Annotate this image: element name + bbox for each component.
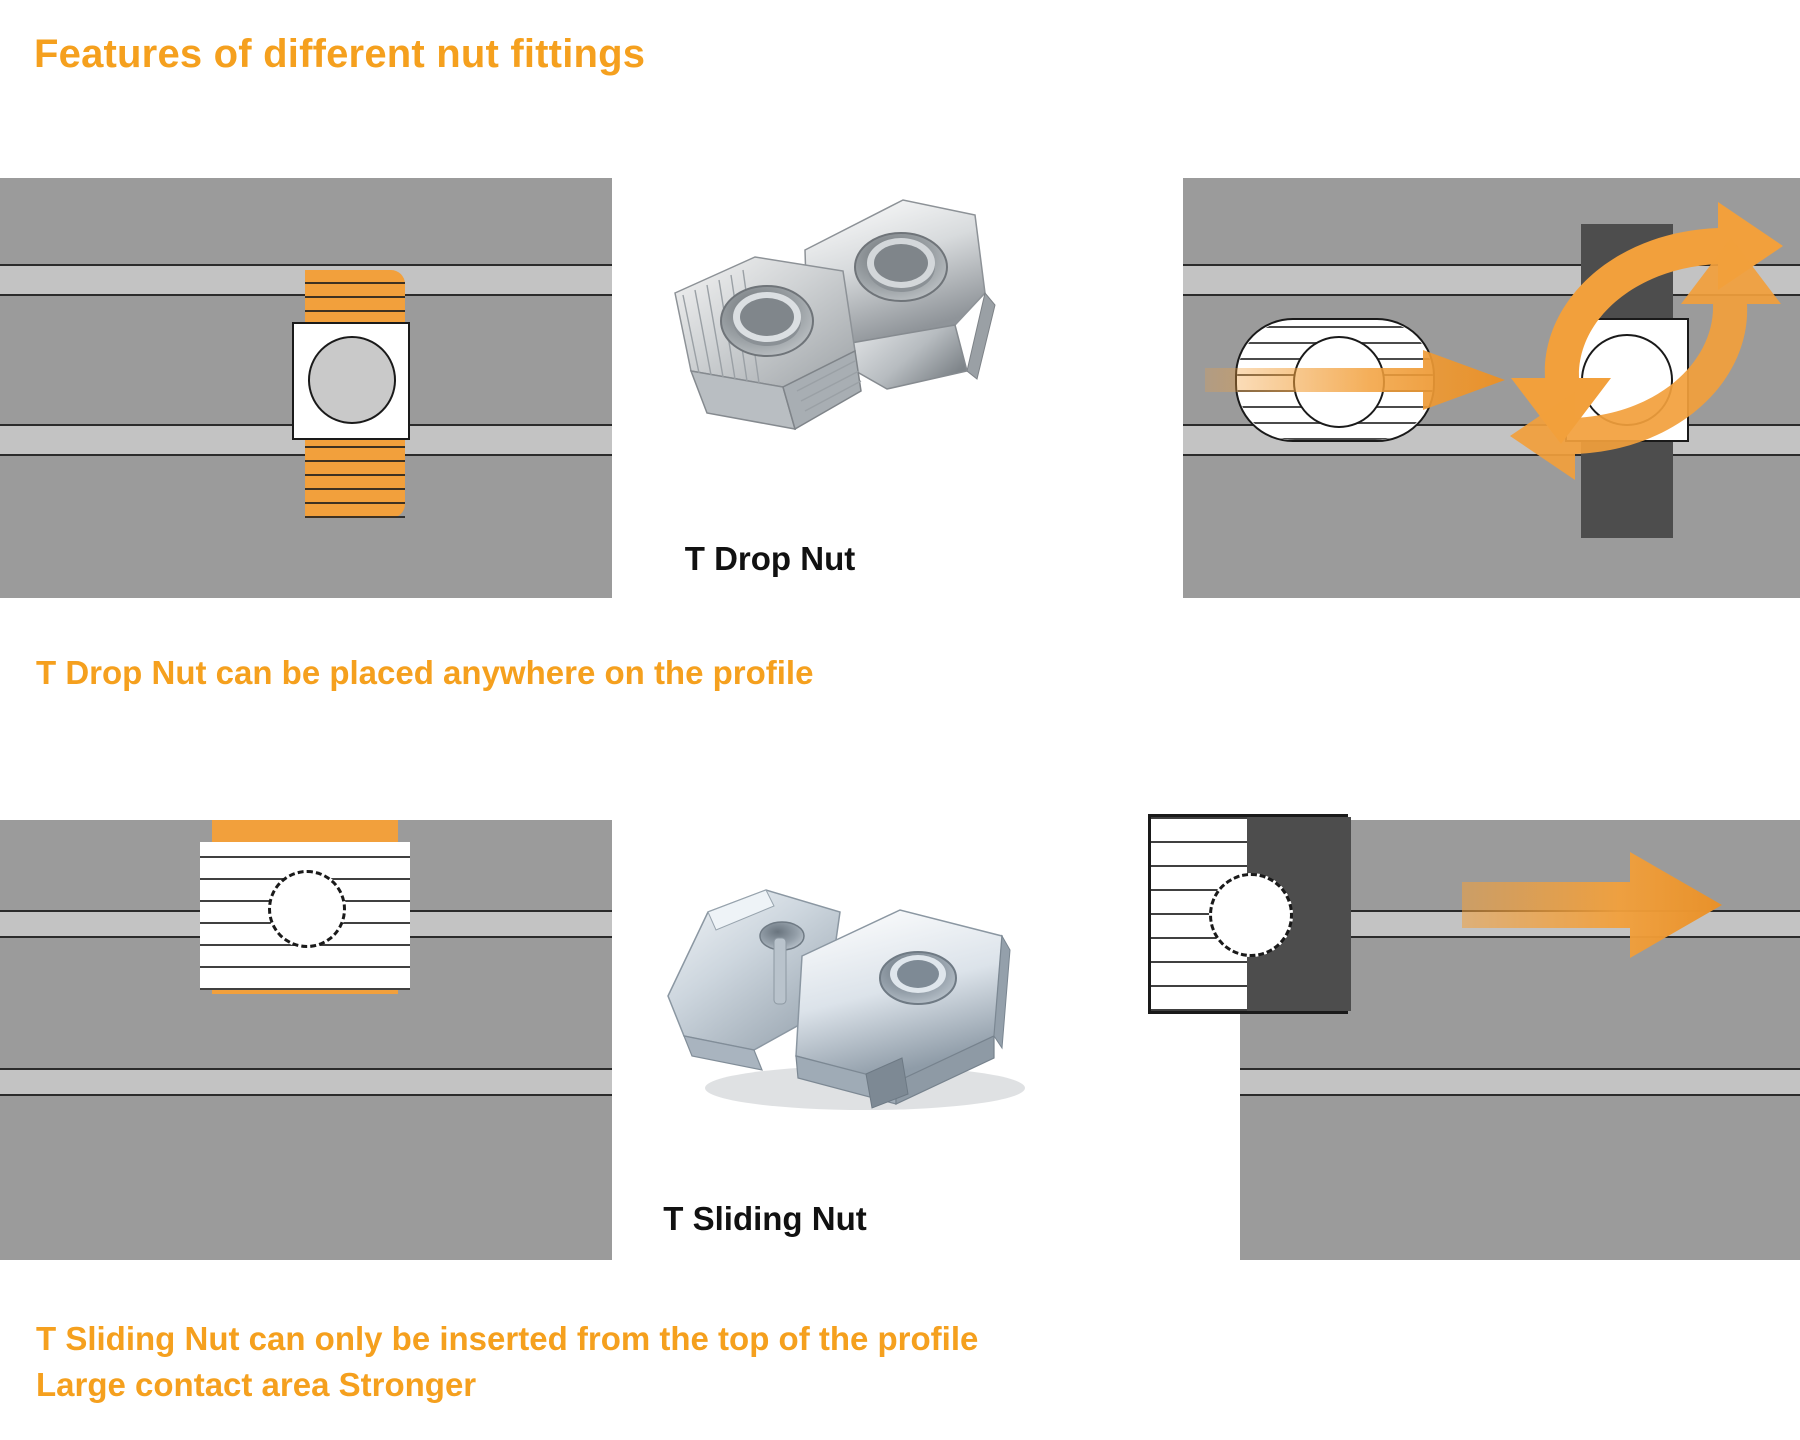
sliding-arrow — [1462, 850, 1722, 960]
profile-slot — [0, 1070, 612, 1094]
sliding-nut-caption-line1: T Sliding Nut can only be inserted from the top of the profile — [36, 1320, 979, 1357]
t-drop-nut-photo — [655, 175, 1075, 465]
insertion-arrow — [1205, 350, 1505, 410]
rotation-arrow-icon — [1483, 192, 1800, 492]
rotation-arrows — [1483, 192, 1800, 492]
arrow-right-icon — [1462, 850, 1722, 960]
sliding-nut-caption-line2: Large contact area Stronger — [36, 1366, 477, 1403]
profile-band — [0, 178, 612, 264]
profile-drop-right — [1183, 178, 1800, 598]
page-title: Features of different nut fittings — [34, 32, 646, 76]
drop-nut-caption: T Drop Nut can be placed anywhere on the profile — [36, 654, 814, 691]
drop-nut-hole — [308, 336, 396, 424]
profile-slot — [1240, 1070, 1800, 1094]
t-drop-nut-label: T Drop Nut — [684, 540, 856, 577]
t-sliding-nut-illustration — [650, 860, 1070, 1120]
sliding-nut-thread-hole — [1209, 873, 1293, 957]
drop-nut-front — [675, 257, 861, 429]
t-sliding-nut-photo — [650, 860, 1070, 1120]
t-sliding-nut-label: T Sliding Nut — [663, 1200, 867, 1237]
profile-band — [1240, 1096, 1800, 1260]
profile-band — [0, 1096, 612, 1260]
t-drop-nut-illustration — [655, 175, 1075, 465]
profile-sliding-left — [0, 820, 612, 1260]
sliding-nut-body-right — [1148, 814, 1348, 1014]
profile-drop-left — [0, 178, 612, 598]
sliding-nut-thread-hole — [268, 870, 346, 948]
arrow-right-icon — [1205, 350, 1505, 410]
